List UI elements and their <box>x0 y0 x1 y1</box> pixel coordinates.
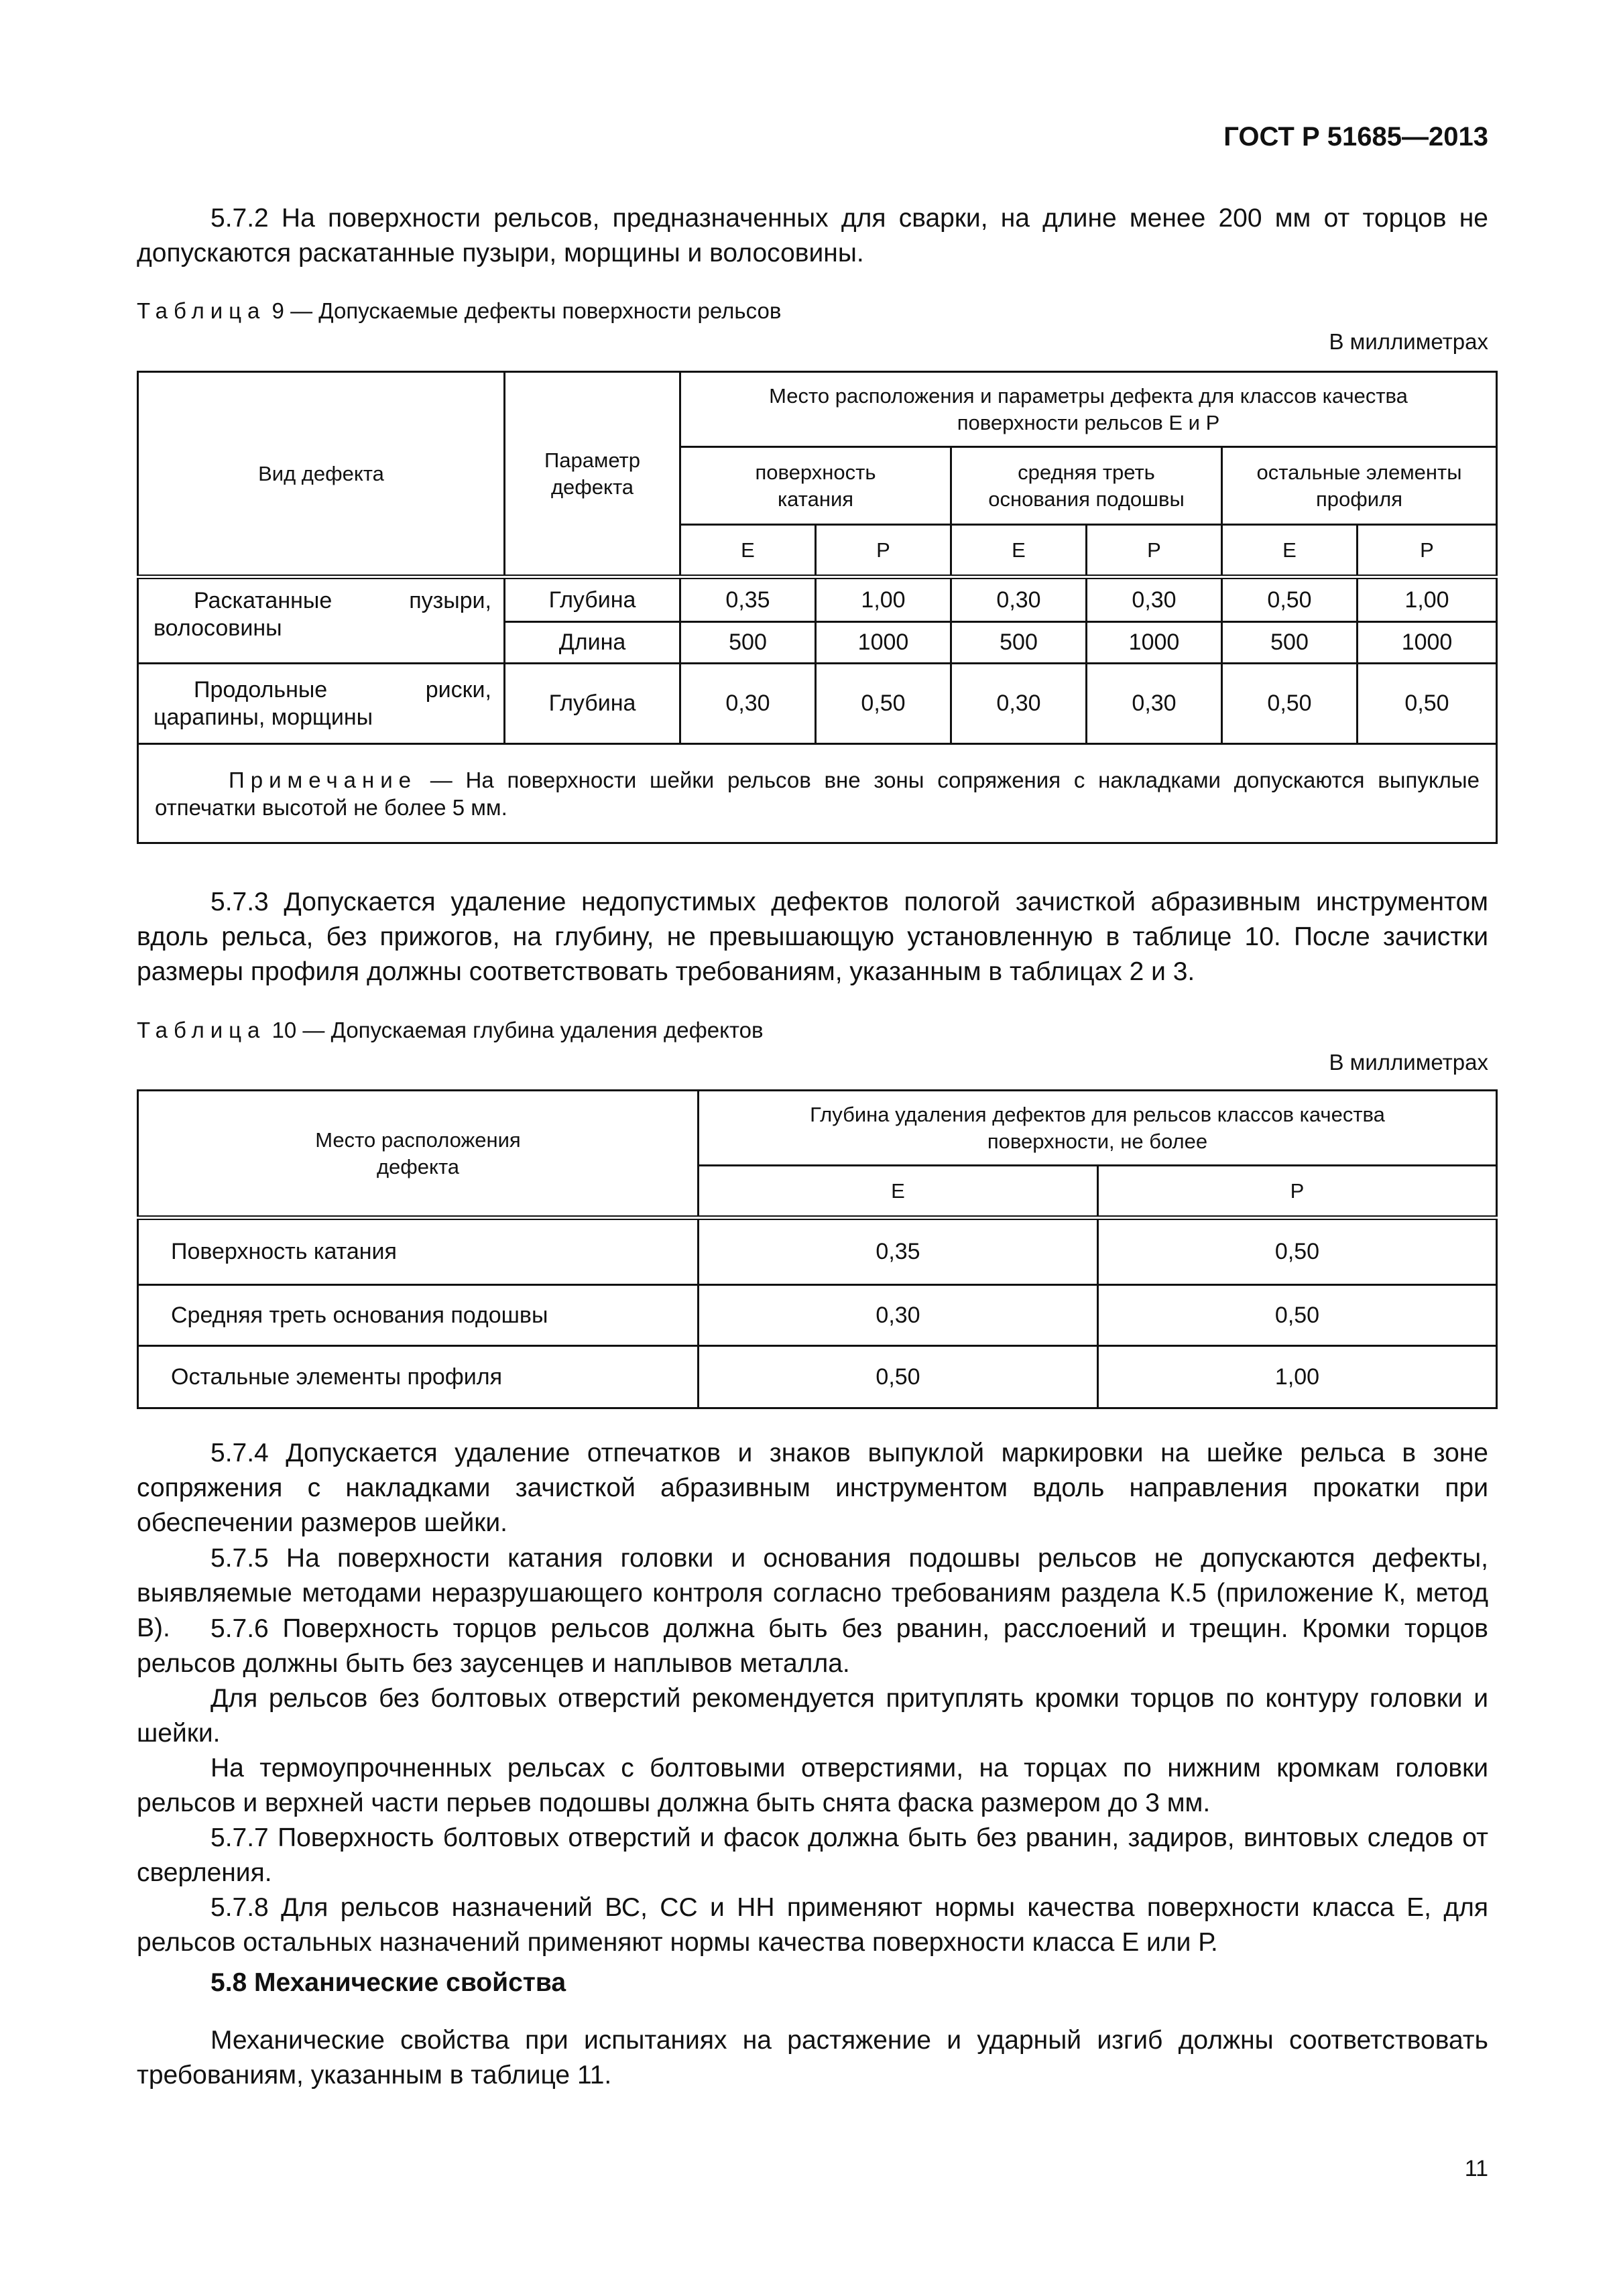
table9-value-cell: 500 <box>951 622 1087 664</box>
table9-value-cell: 0,50 <box>816 664 951 744</box>
table10-value-cell: 0,50 <box>1098 1285 1497 1346</box>
table10-caption <box>137 1016 764 1045</box>
table10-value-cell: 0,30 <box>699 1285 1098 1346</box>
table9-class-p: Р <box>1358 525 1497 577</box>
table10-header-depth-group: Глубина удаления дефектов для рельсов классов качества поверхности, не более <box>699 1091 1497 1166</box>
table9-class-e: Е <box>680 525 816 577</box>
table10-class-e: Е <box>699 1166 1098 1218</box>
table10-location-cell: Остальные элементы профиля <box>138 1346 699 1408</box>
table10-location-cell: Поверхность катания <box>138 1218 699 1285</box>
table9-header-location-group: Место расположения и параметры дефекта для классов качества поверхности рельсов Е и Р <box>680 372 1497 447</box>
table10-units: В миллиметрах <box>1329 1050 1488 1075</box>
table9-param-cell: Длина <box>505 622 680 664</box>
table9-units: В миллиметрах <box>1329 329 1488 354</box>
table9-value-cell: 0,50 <box>1222 577 1358 622</box>
table9-value-cell: 0,30 <box>680 664 816 744</box>
table10-value-cell: 0,35 <box>699 1218 1098 1285</box>
table9-value-cell: 1000 <box>1358 622 1497 664</box>
table9-value-cell: 500 <box>1222 622 1358 664</box>
page-number: 11 <box>1464 2156 1488 2181</box>
table-10 <box>137 1089 1498 1409</box>
table-row <box>138 664 1497 744</box>
table9-note-text: — На поверхности шейки рельсов вне зоны сопряжения с накладками допускаются выпуклые отпечатки высотой не более 5 мм. <box>155 767 1480 820</box>
table9-header-kind: Вид дефекта <box>138 372 505 577</box>
paragraph-5-7-4: 5.7.4 Допускается удаление отпечатков и знаков выпуклой маркировки на шейке рельса в зоне сопряжения с накладками зачисткой абразивным инструментом вдоль направления прокатки при обеспечении размеров шейки. <box>137 1439 1488 1537</box>
table9-header-param: Параметр дефекта <box>505 372 680 577</box>
table9-kind-cell: Продольные риски, царапины, морщины <box>138 664 505 744</box>
table9-caption <box>137 296 781 326</box>
table9-value-cell: 1,00 <box>1358 577 1497 622</box>
table9-value-cell: 0,30 <box>1087 577 1222 622</box>
paragraph-5-7-5: 5.7.5 На поверхности катания головки и основания подошвы рельсов не допускаются дефекты, выявляемые методами неразрушающего контроля согласно требованиям раздела К.5 (приложение К, метод В). <box>137 1544 1488 1642</box>
table9-value-cell: 500 <box>680 622 816 664</box>
table9-caption-text: 9 — Допускаемые дефекты поверхности рельсов <box>265 298 782 323</box>
table9-note-lead: Примечание <box>229 767 418 792</box>
table9-param-cell: Глубина <box>505 577 680 622</box>
table9-value-cell: 0,50 <box>1222 664 1358 744</box>
table9-header-foot-third: средняя треть основания подошвы <box>951 447 1222 525</box>
table9-value-cell: 0,30 <box>951 664 1087 744</box>
table9-value-cell: 0,30 <box>1087 664 1222 744</box>
table9-class-p: Р <box>1087 525 1222 577</box>
table9-class-p: Р <box>816 525 951 577</box>
table9-kind-cell: Раскатанные пузыри, волосовины <box>138 577 505 664</box>
paragraph-5-7-3: 5.7.3 Допускается удаление недопустимых дефектов пологой зачисткой абразивным инструментом вдоль рельса, без прижогов, на глубину, не превышающую установленную в таблице 10. После зачистки размеры профиля должны соответствовать требованиям, указанным в таблицах 2 и 3. <box>137 888 1488 986</box>
paragraph-5-7-7: 5.7.7 Поверхность болтовых отверстий и фасок должна быть без рванин, задиров, винтовых следов от сверления. <box>137 1823 1488 1887</box>
table9-header-roll-surface: поверхность катания <box>680 447 951 525</box>
table9-note <box>138 744 1497 843</box>
paragraph-5-7-2: 5.7.2 На поверхности рельсов, предназначенных для сварки, на длине менее 200 мм от торцов не допускаются раскатанные пузыри, морщины и волосовины. <box>137 204 1488 267</box>
table9-value-cell: 0,50 <box>1358 664 1497 744</box>
table-row <box>138 1218 1497 1285</box>
table9-caption-lead: Таблица <box>137 298 266 323</box>
document-code: ГОСТ Р 51685—2013 <box>1223 122 1488 152</box>
table10-header-location: Место расположения дефекта <box>138 1091 699 1218</box>
table9-value-cell: 0,30 <box>951 577 1087 622</box>
table9-class-e: Е <box>1222 525 1358 577</box>
table10-class-p: Р <box>1098 1166 1497 1218</box>
table10-caption-text: 10 — Допускаемая глубина удаления дефектов <box>265 1018 764 1042</box>
table-row <box>138 1346 1497 1408</box>
table9-value-cell: 1,00 <box>816 577 951 622</box>
paragraph-5-7-8: 5.7.8 Для рельсов назначений ВС, СС и НН применяют нормы качества поверхности класса Е, для рельсов остальных назначений применяют нормы качества поверхности класса Е или Р. <box>137 1893 1488 1957</box>
table10-value-cell: 0,50 <box>699 1346 1098 1408</box>
paragraph-5-7-6-chamfer: На термоупрочненных рельсах с болтовыми отверстиями, на торцах по нижним кромкам головки рельсов и верхней части перьев подошвы должна быть снята фаска размером до 3 мм. <box>137 1754 1488 1817</box>
table9-value-cell: 1000 <box>816 622 951 664</box>
paragraph-5-7-6: 5.7.6 Поверхность торцов рельсов должна быть без рванин, расслоений и трещин. Кромки торцов рельсов должны быть без заусенцев и наплывов металла. <box>137 1614 1488 1678</box>
table9-header-other-elements: остальные элементы профиля <box>1222 447 1497 525</box>
table10-location-cell: Средняя треть основания подошвы <box>138 1285 699 1346</box>
table9-value-cell: 1000 <box>1087 622 1222 664</box>
table-row <box>138 1285 1497 1346</box>
table-9 <box>137 371 1498 844</box>
table-row <box>138 577 1497 622</box>
table9-param-cell: Глубина <box>505 664 680 744</box>
table10-value-cell: 1,00 <box>1098 1346 1497 1408</box>
section-heading-5-8: 5.8 Механические свойства <box>211 1968 566 1997</box>
paragraph-5-7-6-edges: Для рельсов без болтовых отверстий рекомендуется притуплять кромки торцов по контуру головки и шейки. <box>137 1684 1488 1748</box>
table9-value-cell: 0,35 <box>680 577 816 622</box>
table9-class-e: Е <box>951 525 1087 577</box>
paragraph-5-8: Механические свойства при испытаниях на растяжение и ударный изгиб должны соответствовать требованиям, указанным в таблице 11. <box>137 2026 1488 2090</box>
table10-caption-lead: Таблица <box>137 1018 266 1042</box>
table10-value-cell: 0,50 <box>1098 1218 1497 1285</box>
